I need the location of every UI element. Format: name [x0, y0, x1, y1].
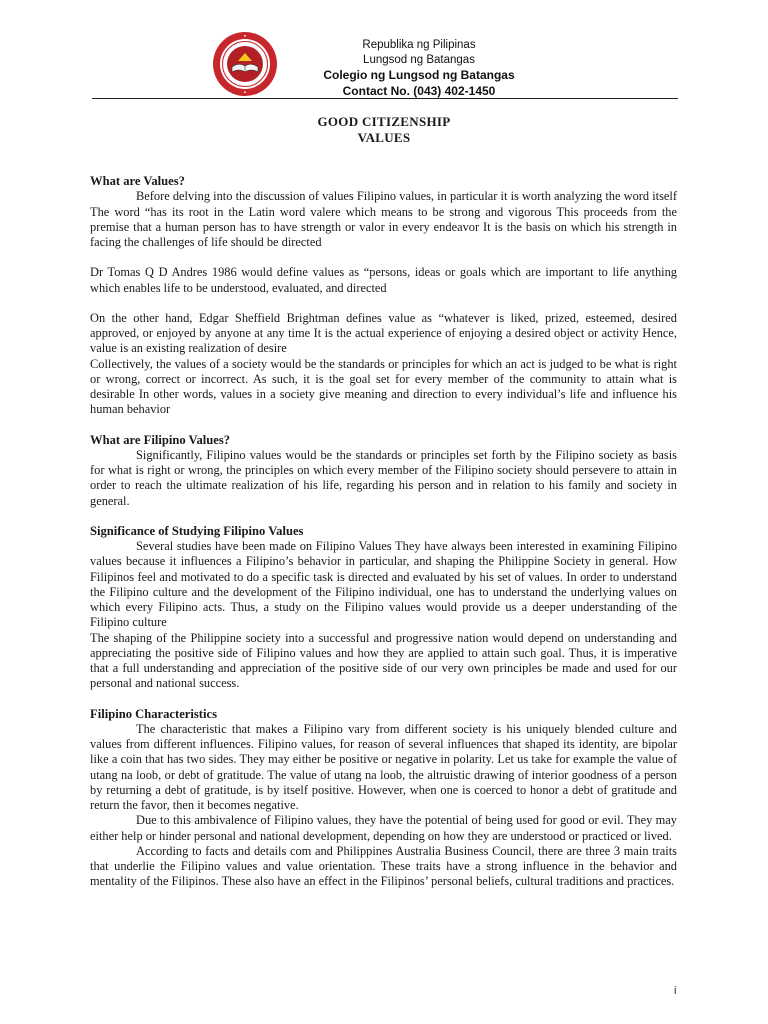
paragraph: Due to this ambivalence of Filipino values, they have the potential of being used for good or evil. They may either help or hinder personal and national development, depending on how they are understood or practiced or lived.: [90, 813, 677, 843]
document-body: [90, 174, 677, 890]
heading-filipino-values: What are Filipino Values?: [90, 432, 231, 447]
paragraph: Collectively, the values of a society would be the standards or principles for which an act is judged to be what is right or wrong, correct or incorrect. As such, it is the goal set for every member of the community to attain what is desirable In other words, values in a society give meaning and direction to every individual’s life and influence his human behavior: [90, 356, 677, 417]
letterhead: [92, 30, 678, 99]
paragraph: On the other hand, Edgar Sheffield Brightman defines value as “whatever is liked, prized, esteemed, desired approved, or enjoyed by anyone at any time It is the actual experience of enjoying a desired object or activity Hence, value is an existing realization of desire: [90, 310, 677, 356]
paragraph: Dr Tomas Q D Andres 1986 would define values as “persons, ideas or goals which are important to life anything which enables life to be understood, evaluated, and directed: [90, 265, 677, 295]
document-title: [0, 114, 768, 145]
paragraph: Several studies have been made on Filipino Values They have always been interested in examining Filipino values because it influences a Filipino’s behavior in particular, and shaping the Philippine Society in general. How Filipinos feel and motivated to do a specific task is directed and evaluated by his set of values. In order to understand the Filipino culture and the development of the Filipino individual, one has to understand the underlying values on which every Filipino acts. Thus, a study on the Filipino values would provide us a deeper understanding of the Filipino culture: [90, 539, 677, 630]
paragraph: The shaping of the Philippine society into a successful and progressive nation would depend on understanding and appreciating the positive side of Filipino values and how they are applied to attain such goal. Thus, it is imperative that a full understanding and appreciation of the positive side of our very own principles be made and used for our personal and national success.: [90, 630, 677, 691]
paragraph: According to facts and details com and Philippines Australia Business Council, there are three 3 main traits that underlie the Filipino values and value orientation. These traits have a strong influence in the behavior and mentality of the Filipinos. These also have an effect in the Filipinos’ personal beliefs, cultural traditions and practices.: [90, 843, 677, 889]
heading-significance: Significance of Studying Filipino Values: [90, 523, 304, 538]
college-seal-icon: [212, 31, 278, 97]
paragraph: Significantly, Filipino values would be the standards or principles set forth by the Filipino society as basis for what is right or wrong, the principles on which every member of the Filipino society should persevere to attain in order to reach the ultimate realization of his life, regarding his person and in relation to his family and society in general.: [90, 447, 677, 508]
paragraph: The characteristic that makes a Filipino vary from different society is his uniquely blended culture and values from different influences. Filipino values, for reason of several influences that shaped its identity, are bipolar like a coin that has two sides. They may either be positive or negative in polarity. Let us take for example the value of utang na loob, or debt of gratitude. The value of utang na loob, the altruistic drawing of interior goodness of a person by returning a debt of gratitude, is by itself positive. However, when one is coerced to honor a debt of gratitude and return the favor, then it becomes negative.: [90, 721, 677, 812]
paragraph: Before delving into the discussion of values Filipino values, in particular it is worth analyzing the word itself The word “has its root in the Latin word valere which means to be strong and vigorous This proceeds from the premise that a human person has to have strength or valor in every endeavor It is the basis on which his strength in facing the challenges of life should be directed: [90, 189, 677, 249]
title-line-1: GOOD CITIZENSHIP: [317, 114, 451, 129]
header-college: Colegio ng Lungsod ng Batangas: [323, 68, 515, 83]
header-city: Lungsod ng Batangas: [363, 54, 475, 67]
title-line-2: VALUES: [357, 129, 411, 145]
heading-what-are-values: What are Values?: [90, 174, 185, 188]
heading-filipino-characteristics: Filipino Characteristics: [90, 706, 217, 721]
header-contact: Contact No. (043) 402-1450: [342, 83, 496, 98]
page-number: i: [674, 985, 677, 997]
letterhead-text: [272, 38, 566, 99]
header-republic: Republika ng Pilipinas: [362, 39, 476, 51]
